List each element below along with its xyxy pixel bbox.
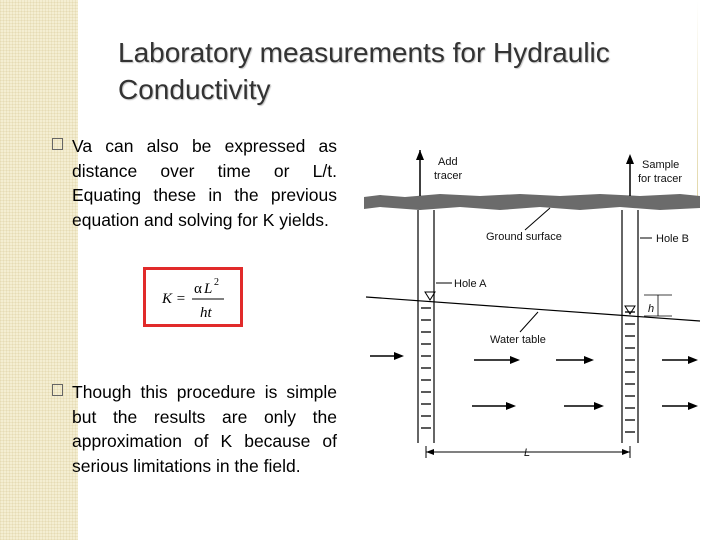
- formula-lhs: K =: [162, 291, 186, 307]
- water-table-label: Water table: [490, 334, 546, 346]
- formula: [146, 270, 240, 324]
- hole-a-label: Hole A: [454, 278, 487, 290]
- bullet-item: [52, 134, 337, 232]
- hole-b-label: Hole B: [656, 233, 690, 245]
- slide-title: Laboratory measurements for Hydraulic Conductivity: [118, 37, 610, 105]
- formula-l: L: [204, 281, 213, 297]
- ground-surface-band: [364, 194, 700, 210]
- tracer-test-diagram: [360, 150, 705, 470]
- sample-label-2: for tracer: [638, 173, 683, 185]
- arrowhead-icon: [622, 449, 630, 455]
- formula-alpha: α: [194, 281, 202, 297]
- arrowhead-icon: [626, 154, 634, 164]
- bullet-marker-icon: [52, 384, 63, 396]
- flow-arrowheads: [394, 352, 698, 410]
- formula-box: [143, 267, 243, 327]
- sample-label-1: Sample: [642, 159, 680, 171]
- add-tracer-label-2: tracer: [434, 170, 463, 182]
- add-tracer-label-1: Add: [438, 156, 458, 168]
- bullet-marker-icon: [52, 138, 63, 150]
- bullet-item: [52, 380, 337, 478]
- arrowhead-icon: [416, 150, 424, 160]
- bullet-text: Though this procedure is simple but the results are only the approximation of K because of serious limitations in the field.: [72, 382, 337, 476]
- ground-surface-label: Ground surface: [486, 231, 562, 243]
- bullet-text: Va can also be expressed as distance over time or L/t. Equating these in the previous equation and solving for K yields.: [72, 136, 337, 230]
- h-label: h: [648, 303, 655, 315]
- formula-denominator: ht: [200, 305, 212, 321]
- formula-exponent: 2: [214, 277, 219, 288]
- l-label: L: [524, 447, 531, 459]
- water-table-pointer: [520, 312, 538, 332]
- arrowhead-icon: [426, 449, 434, 455]
- screen-marks: [421, 308, 635, 432]
- ground-surface-pointer: [525, 208, 550, 230]
- water-level-marker-icon: [625, 306, 635, 314]
